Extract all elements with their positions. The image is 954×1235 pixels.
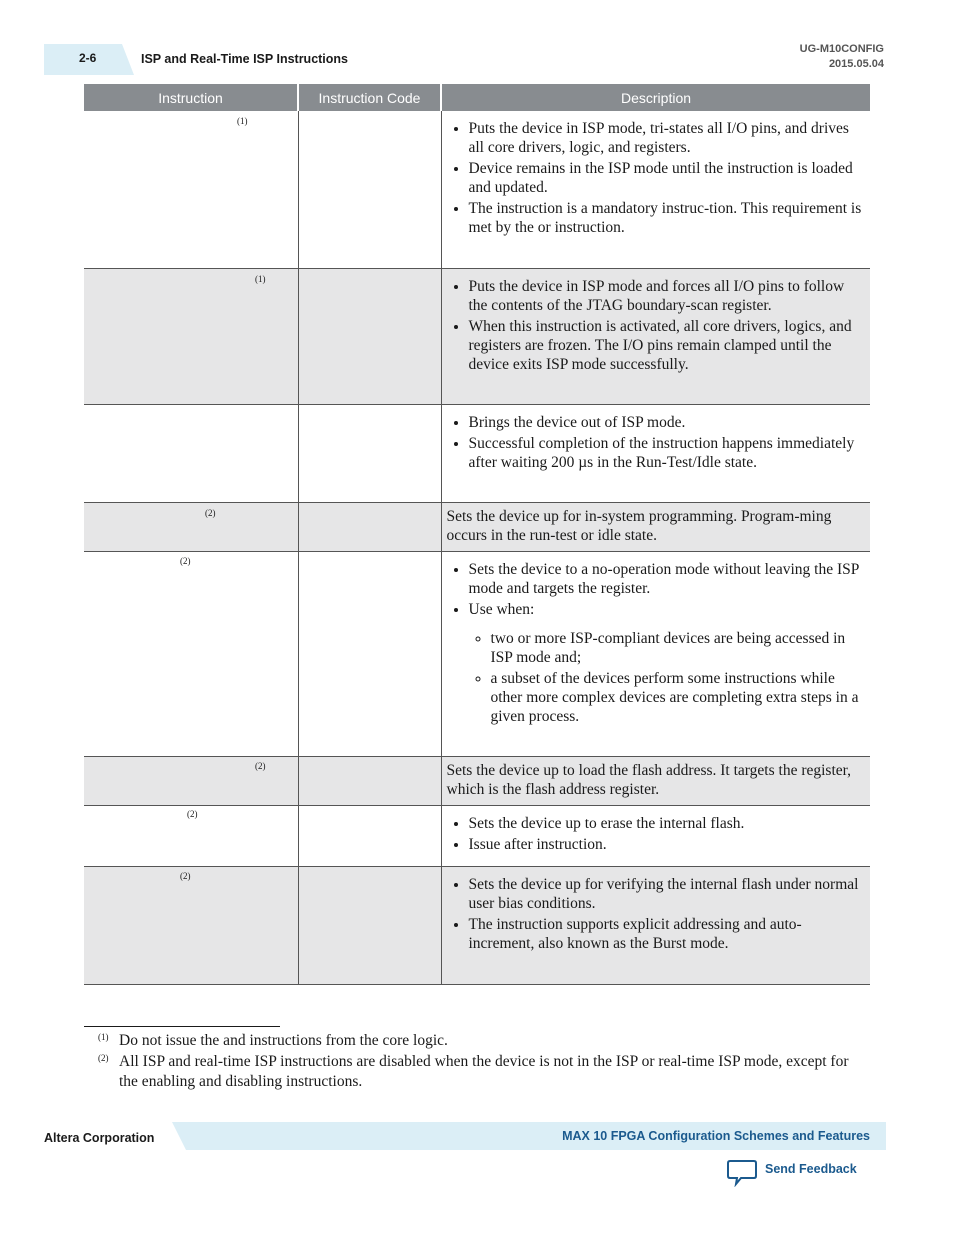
instruction-code-cell bbox=[298, 805, 441, 866]
table-row bbox=[84, 111, 870, 268]
col-header-instruction-code: Instruction Code bbox=[298, 84, 441, 111]
description-bullet: • When this instruction is activated, all core drivers, logics, and registers are frozen. The I/O pins remain clamped until the device exits ISP mode successfully. bbox=[469, 317, 865, 374]
section-title: ISP and Real-Time ISP Instructions bbox=[141, 52, 349, 66]
instruction-code-cell bbox=[298, 111, 441, 268]
instruction-code-cell bbox=[298, 404, 441, 502]
footnote-ref: (2) bbox=[180, 870, 191, 881]
description-bullet: • Successful completion of the instruction happens immediately after waiting 200 µs in the Run-Test/Idle state. bbox=[469, 434, 865, 472]
description-bullet: • Puts the device in ISP mode and forces all I/O pins to follow the contents of the JTAG boundary-scan register. bbox=[469, 277, 865, 315]
description-cell bbox=[441, 805, 870, 866]
footnote-text: Do not issue the and instructions from the core logic. bbox=[119, 1032, 448, 1049]
speech-bubble-icon[interactable] bbox=[727, 1159, 757, 1187]
instruction-cell bbox=[84, 756, 298, 805]
footnote-rule bbox=[84, 1026, 280, 1027]
footnote-ref: (2) bbox=[180, 555, 191, 566]
instruction-cell bbox=[84, 111, 298, 268]
instruction-cell bbox=[84, 866, 298, 984]
col-header-description: Description bbox=[441, 84, 870, 111]
footnote-ref: (2) bbox=[205, 507, 216, 518]
table-row bbox=[84, 805, 870, 866]
instruction-cell bbox=[84, 404, 298, 502]
table-row bbox=[84, 268, 870, 404]
table-row bbox=[84, 551, 870, 756]
table-row bbox=[84, 502, 870, 551]
document-title[interactable]: MAX 10 FPGA Configuration Schemes and Features bbox=[562, 1129, 870, 1143]
table-row bbox=[84, 404, 870, 502]
table-row bbox=[84, 756, 870, 805]
description-cell bbox=[441, 268, 870, 404]
description-cell: Sets the device up to load the flash address. It targets the register, which is the flash address register. bbox=[441, 756, 870, 805]
instruction-cell bbox=[84, 268, 298, 404]
description-bullet: • The instruction supports explicit addressing and auto-increment, also known as the Burst mode. bbox=[469, 915, 865, 953]
description-bullet: • Puts the device in ISP mode, tri-states all I/O pins, and drives all core drivers, logic, and registers. bbox=[469, 119, 865, 157]
description-sub-bullet: ◦ a subset of the devices perform some instructions while other more complex devices are completing extra steps in a given process. bbox=[491, 669, 865, 726]
footnote-mark: (1) bbox=[98, 1032, 109, 1042]
footnote-ref: (2) bbox=[187, 808, 198, 819]
instruction-code-cell bbox=[298, 756, 441, 805]
description-cell: Sets the device up for in-system programming. Program-ming occurs in the run-test or idle state. bbox=[441, 502, 870, 551]
col-header-instruction: Instruction bbox=[84, 84, 298, 111]
company-name: Altera Corporation bbox=[44, 1131, 155, 1145]
instruction-cell bbox=[84, 805, 298, 866]
page-number: 2-6 bbox=[79, 51, 97, 65]
description-bullet: • Use when: ◦ two or more ISP-compliant devices are being accessed in ISP mode and; ◦ a subset of the devices perform some instructions while other more complex devices are completing extra steps in a given process. bbox=[469, 600, 865, 726]
description-bullet: • Sets the device up to erase the internal flash. bbox=[469, 814, 865, 833]
footnote-text: All ISP and real-time ISP instructions are disabled when the device is not in the ISP or real-time ISP mode, except for the enabling and disabling instructions. bbox=[119, 1053, 849, 1090]
description-cell bbox=[441, 404, 870, 502]
instruction-table bbox=[84, 84, 870, 985]
table-row bbox=[84, 866, 870, 984]
instruction-code-cell bbox=[298, 502, 441, 551]
doc-date: 2015.05.04 bbox=[828, 58, 884, 70]
instruction-code-cell bbox=[298, 866, 441, 984]
description-bullet: • Device remains in the ISP mode until the instruction is loaded and updated. bbox=[469, 159, 865, 197]
instruction-code-cell bbox=[298, 551, 441, 756]
description-bullet: • Brings the device out of ISP mode. bbox=[469, 413, 865, 432]
description-sub-bullet: ◦ two or more ISP-compliant devices are being accessed in ISP mode and; bbox=[491, 629, 865, 667]
footnote-ref: (2) bbox=[255, 760, 266, 771]
description-bullet: • The instruction is a mandatory instruc-tion. This requirement is met by the or instruction. bbox=[469, 199, 865, 237]
description-bullet: • Issue after instruction. bbox=[469, 835, 865, 854]
sub-bullet-list bbox=[469, 629, 865, 726]
doc-id: UG-M10CONFIG bbox=[799, 43, 884, 55]
description-bullet: • Sets the device to a no-operation mode without leaving the ISP mode and targets the register. bbox=[469, 560, 865, 598]
instruction-cell bbox=[84, 502, 298, 551]
description-cell bbox=[441, 551, 870, 756]
footnote-ref: (1) bbox=[255, 273, 266, 284]
send-feedback-link[interactable]: Send Feedback bbox=[765, 1162, 857, 1176]
description-cell bbox=[441, 111, 870, 268]
description-cell bbox=[441, 866, 870, 984]
instruction-code-cell bbox=[298, 268, 441, 404]
footnote-ref: (1) bbox=[237, 116, 248, 126]
table-header-row bbox=[84, 84, 870, 111]
instruction-cell bbox=[84, 551, 298, 756]
footnote-mark: (2) bbox=[98, 1053, 109, 1063]
description-bullet: • Sets the device up for verifying the internal flash under normal user bias conditions. bbox=[469, 875, 865, 913]
